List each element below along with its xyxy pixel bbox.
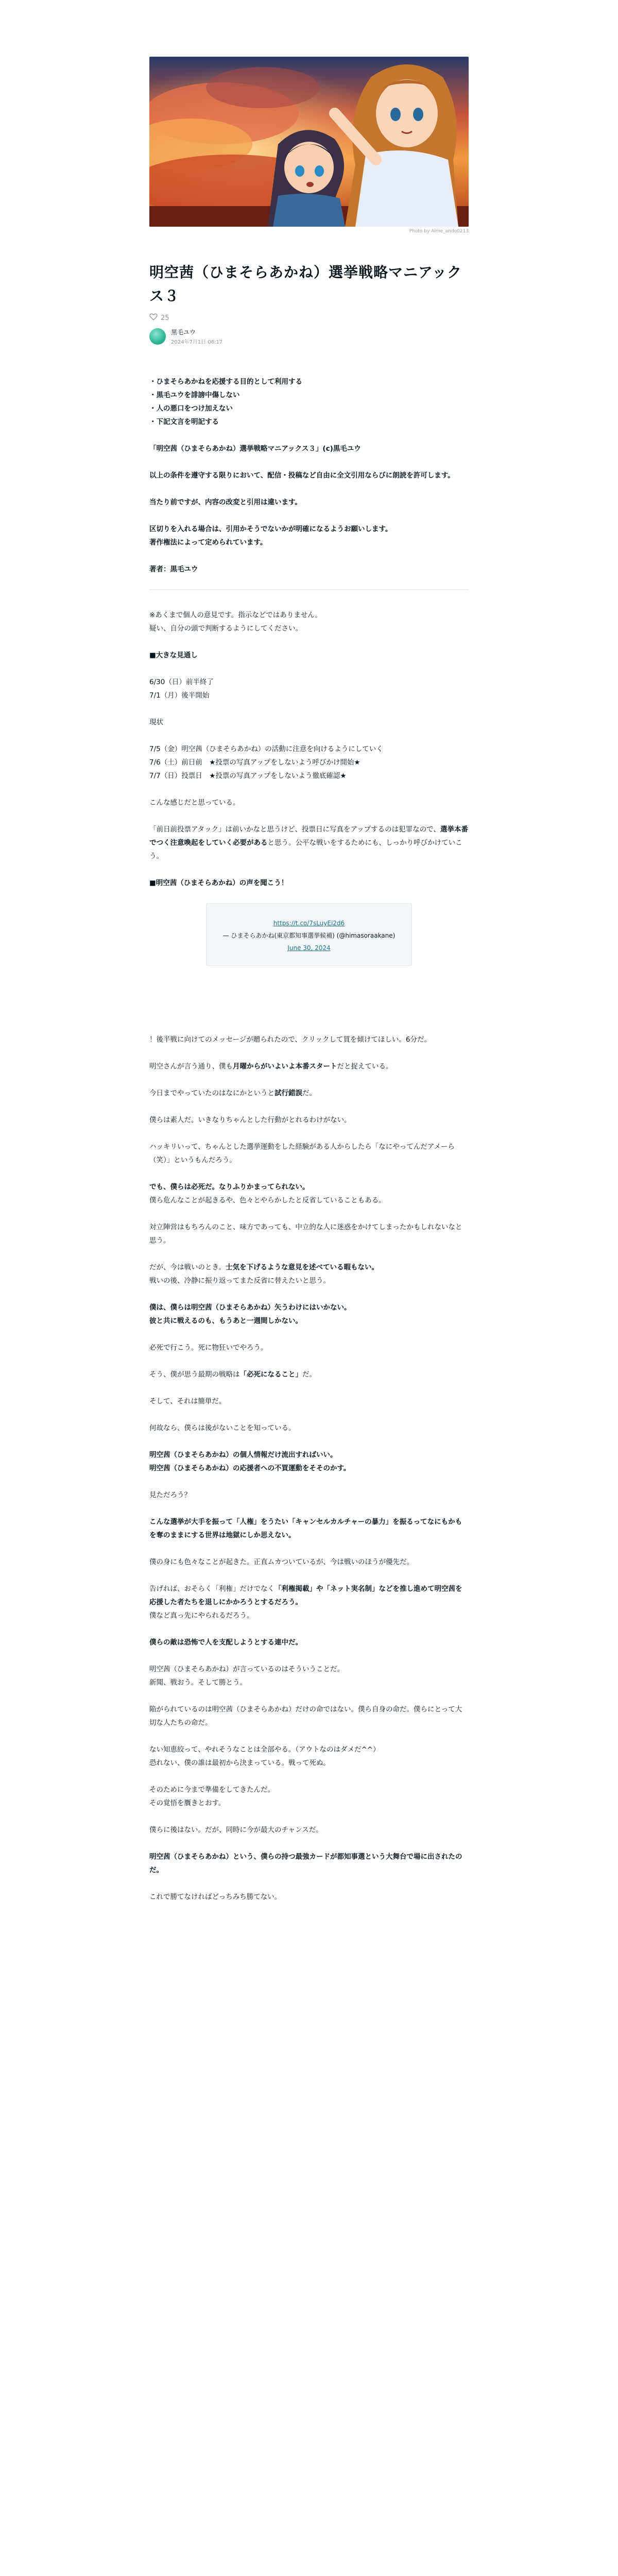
schedule-line: 7/7（日）投票日 ★投票の写真アップをしないよう徹底確認★ xyxy=(149,772,347,780)
emphasis-text: 「必死になること」 xyxy=(239,1370,302,1379)
paragraph: と思う。公平な戦いをするためにも、しっかり呼びかけていこう。 xyxy=(149,839,462,860)
paragraph: 当たり前ですが、内容の改変と引用は違います。 xyxy=(149,498,302,506)
rule-line: ・黒毛ユウを誹謗中傷しない xyxy=(149,391,240,399)
article-body xyxy=(149,375,469,1904)
paragraph: 僕らに後はない。だが、同時に今が最大のチャンスだ。 xyxy=(149,1826,323,1834)
emphasis-text: 選挙本番でつく注意喚起をしていく必要がある xyxy=(149,825,468,847)
emphasis-text: を推し進めて明空茜を応援した者たちを退しにかかろうとするだろう。 xyxy=(149,1585,462,1606)
emphasis-text: 明空茜（ひまそらあかね）の個人情報だけ流出すればいい。 xyxy=(149,1451,337,1459)
emphasis-text: 月曜からがいよいよ本番スタート xyxy=(233,1062,337,1071)
emphasis-text: 僕らの敵は恐怖で人を支配しようとする連中だ。 xyxy=(149,1638,302,1647)
emphasis-text: 僕は、僕らは明空茜（ひまそらあかね）矢うわけにはいかない。 xyxy=(149,1303,351,1312)
paragraph: 僕ら危んなことが起きるや、色々とやらかしたと反省していることもある。 xyxy=(149,1196,386,1205)
author-avatar[interactable] xyxy=(149,328,166,345)
tweet-embed[interactable] xyxy=(206,903,412,966)
paragraph: 僕など真っ先にやられるだろう。 xyxy=(149,1612,254,1620)
paragraph: だと捉えている。 xyxy=(337,1062,393,1071)
emphasis-text: 明空茜（ひまそらあかね）の応援者への不買運動をそそのかす。 xyxy=(149,1464,351,1472)
section-heading: ■大きな見通し xyxy=(149,651,198,659)
emphasis-text: 明空茜（ひまそらあかね）という、僕らの持つ最強カードが都知事選という大舞台で場に出されたのだ。 xyxy=(149,1853,462,1874)
schedule-line: 7/1（月）後半開始 xyxy=(149,691,210,700)
heart-icon[interactable] xyxy=(149,313,158,323)
embed-link[interactable]: https://t.co/7sLuyEi2d6 xyxy=(273,920,345,927)
paragraph: 何故なら、僕らは後がないことを知っている。 xyxy=(149,1424,296,1432)
paragraph: 僕らは素人だ。いきなりちゃんとした行動がとれるわけがない。 xyxy=(149,1116,351,1124)
section-heading: ■明空茜（ひまそらあかね）の声を聞こう！ xyxy=(149,879,288,887)
citation-text: 「明空茜（ひまそらあかね）選挙戦略マニアックス３」(c)黒毛ユウ xyxy=(149,445,361,453)
paragraph: 戦いの後、冷静に振り返ってまた反省に替えたいと思う。 xyxy=(149,1277,330,1285)
publish-date: 2024年7月1日 06:17 xyxy=(171,340,223,345)
paragraph: ※あくまで個人の意見です。指示などではありません。 xyxy=(149,611,322,619)
rule-line: ・人の悪口をつけ加えない xyxy=(149,404,233,413)
paragraph: 「前日前投票アタック」は前いかなと思うけど、投票日に写真をアップするのは犯罪なので、 xyxy=(149,825,440,834)
like-count: 25 xyxy=(161,314,169,322)
paragraph: その覚悟を贋きとおす。 xyxy=(149,1799,226,1807)
schedule-line: 7/6（土）前日前 ★投票の写真アップをしないよう呼びかけ開始★ xyxy=(149,758,360,767)
author-name[interactable]: 黒毛ユウ xyxy=(171,329,196,336)
schedule-line: 6/30（日）前半終了 xyxy=(149,678,214,686)
paragraph: 陥がられているのは明空茜（ひまそらあかね）だけの命ではない。僕ら自身の命だ。僕らにとって大切な人たちの命だ。 xyxy=(149,1705,462,1727)
rule-line: ・下記文言を明記する xyxy=(149,418,219,426)
paragraph: だ。 xyxy=(302,1370,316,1379)
paragraph: 新聞、戦おう。そして勝とう。 xyxy=(149,1679,247,1687)
paragraph: 見ただろう？ xyxy=(149,1491,191,1499)
emphasis-text: でも、僕らは必死だ。なりふりかまってられない。 xyxy=(149,1183,310,1191)
embed-handle: — ひまそらあかね(東京都知事選挙候補) (@himasoraakane) xyxy=(222,932,396,939)
emphasis-text: 士気を下げるような意見を述べている暇もない。 xyxy=(225,1263,379,1272)
paragraph: そのために今まで準備をしてきたんだ。 xyxy=(149,1786,274,1794)
paragraph: そう、僕が思う最期の戦略は xyxy=(149,1370,240,1379)
paragraph: ハッキリいって、ちゃんとした選挙運動をした経験がある人からしたら「なにやってんだアメーら（笑）」というもんだろう。 xyxy=(149,1143,455,1164)
paragraph: そして、それは簡単だ。 xyxy=(149,1397,226,1405)
paragraph: だが、今は戦いのとき。 xyxy=(149,1263,226,1272)
rule-line: ・ひまそらあかねを応援する目的として利用する xyxy=(149,378,302,386)
paragraph: こんな感じだと思っている。 xyxy=(149,799,240,807)
paragraph: 明空さんが言う通り、僕も xyxy=(149,1062,233,1071)
paragraph: 恐れない、僕の誰は最初から決まっている。戦って死ぬ。 xyxy=(149,1759,330,1767)
paragraph: 以上の条件を遵守する限りにおいて、配信・投稿など自由に全文引用ならびに朗読を許可します。 xyxy=(149,471,455,480)
paragraph: これで勝てなければどっちみち勝てない。 xyxy=(149,1893,282,1901)
emphasis-text: 試行錯誤 xyxy=(274,1089,302,1097)
schedule-line: 現状 xyxy=(149,718,163,726)
paragraph: 区切りを入れる場合は、引用かそうでないかが明確になるようお願いします。 xyxy=(149,525,392,533)
author-row xyxy=(149,328,469,345)
paragraph: ない知恵絞って、やれそうなことは全部やる。（アウトなのはダメだ^^） xyxy=(149,1745,380,1754)
author-credit: 著者：黒毛ユウ xyxy=(149,565,198,573)
paragraph: 疑い、自分の頭で判断するようにしてください。 xyxy=(149,624,302,633)
paragraph: 必死で行こう。死に物狂いでやろう。 xyxy=(149,1344,268,1352)
paragraph: 対立陣営はもちろんのこと、味方であっても、中立的な人に迷惑をかけてしまったかもしれないなと思う。 xyxy=(149,1223,462,1245)
hero-illustration xyxy=(149,57,469,227)
paragraph: ！後半戦に向けてのメッセージが贈られたので、クリックして買を傾けてほしい。6分だ。 xyxy=(149,1036,431,1044)
paragraph: 今日までやっていたのはなにかというと xyxy=(149,1089,274,1097)
emphasis-text: 「利権掲載」や「ネット実名制」など xyxy=(274,1585,393,1593)
paragraph: だ。 xyxy=(302,1089,316,1097)
schedule-line: 7/5（金）明空茜（ひまそらあかね）の活動に注意を向けるようにしていく xyxy=(149,745,383,753)
hero-image xyxy=(149,57,469,227)
like-row xyxy=(149,313,469,323)
paragraph: 僕の身にも色々なことが起きた。正直ムカついているが、今は戦いのほうが優先だ。 xyxy=(149,1558,414,1566)
emphasis-text: 彼と共に戦えるのも、もうあと一週間しかない。 xyxy=(149,1317,302,1325)
emphasis-text: こんな選挙が大手を振って「人権」をうたい「キャンセルカルチャーの暴力」を振るってなにもかもを奪のままにする世界は地獄にしか思えない。 xyxy=(149,1518,462,1539)
embed-date-link[interactable]: June 30, 2024 xyxy=(287,944,331,952)
article-title: 明空茜（ひまそらあかね）選挙戦略マニアックス３ xyxy=(149,264,462,304)
photo-credit[interactable]: Photo by Aime_ando0213 xyxy=(409,229,469,234)
paragraph: 明空茜（ひまそらあかね）が言っているのはそういうことだ。 xyxy=(149,1665,344,1673)
paragraph: 告げれば、おそらく「利権」だけでなく xyxy=(149,1585,274,1593)
divider xyxy=(149,589,469,590)
paragraph: 著作権法によって定められています。 xyxy=(149,538,267,547)
